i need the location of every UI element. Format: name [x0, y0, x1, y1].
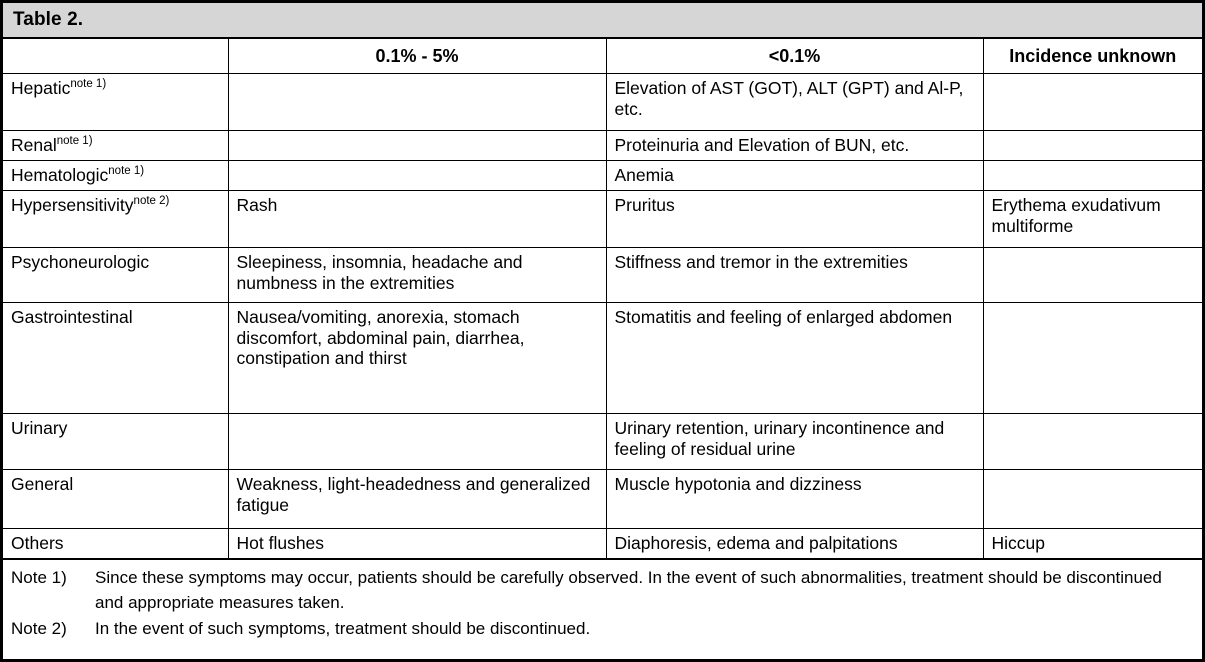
- row-incidence-unknown-cell: [983, 74, 1202, 131]
- row-category-cell: [3, 303, 228, 414]
- table-notes-row: [3, 559, 1202, 646]
- row-frequency-mid-cell: Rash: [228, 191, 606, 248]
- table-header-row: [3, 38, 1202, 74]
- note-text-1: Since these symptoms may occur, patients should be carefully observed. In the event of such abnormalities, treatment should be discontinued and appropriate measures taken.: [95, 567, 1162, 613]
- table-row: [3, 470, 1202, 529]
- row-frequency-mid-cell: [228, 414, 606, 470]
- row-frequency-mid-cell: Weakness, light-headedness and generalized fatigue: [228, 470, 606, 529]
- table-row: [3, 161, 1202, 191]
- row-frequency-low-cell: Diaphoresis, edema and palpitations: [606, 529, 983, 559]
- row-category-label: Others: [11, 533, 64, 553]
- note-line-2: [11, 616, 1194, 642]
- table-row: [3, 191, 1202, 248]
- row-frequency-mid-cell: Hot flushes: [228, 529, 606, 559]
- row-category-note: note 1): [70, 78, 107, 91]
- row-frequency-low-cell: Pruritus: [606, 191, 983, 248]
- row-frequency-mid-cell: Sleepiness, insomnia, headache and numbness in the extremities: [228, 248, 606, 303]
- table-row: [3, 74, 1202, 131]
- row-category-cell: [3, 74, 228, 131]
- row-frequency-low-cell: Muscle hypotonia and dizziness: [606, 470, 983, 529]
- row-category-note: note 1): [108, 165, 145, 178]
- table-row: [3, 414, 1202, 470]
- row-category-cell: [3, 161, 228, 191]
- row-category-label: General: [11, 474, 74, 494]
- row-category-label: Hypersensitivity: [11, 195, 134, 215]
- row-incidence-unknown-cell: [983, 131, 1202, 161]
- row-category-label: Gastrointestinal: [11, 307, 133, 327]
- row-category-note: note 1): [56, 135, 93, 148]
- row-frequency-low-cell: Stiffness and tremor in the extremities: [606, 248, 983, 303]
- column-header-frequency-mid: 0.1% - 5%: [228, 38, 606, 74]
- row-frequency-low-cell: Urinary retention, urinary incontinence and feeling of residual urine: [606, 414, 983, 470]
- row-category-cell: [3, 529, 228, 559]
- row-category-label: Urinary: [11, 418, 68, 438]
- row-category-label: Renal: [11, 135, 57, 155]
- table-notes: [3, 559, 1202, 646]
- row-incidence-unknown-cell: [983, 470, 1202, 529]
- note-line-1: [11, 565, 1194, 616]
- table-title: Table 2.: [3, 3, 1202, 38]
- table-title-row: [3, 3, 1202, 38]
- row-frequency-low-cell: Anemia: [606, 161, 983, 191]
- note-text-2: In the event of such symptoms, treatment should be discontinued.: [95, 618, 591, 638]
- row-category-cell: [3, 131, 228, 161]
- row-category-note: note 2): [133, 195, 170, 208]
- row-frequency-mid-cell: Nausea/vomiting, anorexia, stomach discomfort, abdominal pain, diarrhea, constipation and thirst: [228, 303, 606, 414]
- column-header-frequency-low: <0.1%: [606, 38, 983, 74]
- row-category-cell: [3, 414, 228, 470]
- row-frequency-mid-cell: [228, 74, 606, 131]
- row-incidence-unknown-cell: Hiccup: [983, 529, 1202, 559]
- row-frequency-low-cell: Stomatitis and feeling of enlarged abdomen: [606, 303, 983, 414]
- row-incidence-unknown-cell: [983, 414, 1202, 470]
- row-incidence-unknown-cell: Erythema exudativum multiforme: [983, 191, 1202, 248]
- row-category-cell: [3, 470, 228, 529]
- column-header-incidence-unknown: Incidence unknown: [983, 38, 1202, 74]
- row-category-label: Hepatic: [11, 78, 71, 98]
- row-frequency-mid-cell: [228, 131, 606, 161]
- row-category-label: Psychoneurologic: [11, 252, 150, 272]
- column-header-category: [3, 38, 228, 74]
- row-category-cell: [3, 191, 228, 248]
- table-row: [3, 529, 1202, 559]
- row-frequency-low-cell: Proteinuria and Elevation of BUN, etc.: [606, 131, 983, 161]
- note-label-1: Note 1): [11, 567, 67, 587]
- row-frequency-low-cell: Elevation of AST (GOT), ALT (GPT) and Al-P, etc.: [606, 74, 983, 131]
- row-category-cell: [3, 248, 228, 303]
- table-row: [3, 248, 1202, 303]
- adverse-reactions-table: [3, 3, 1202, 645]
- row-frequency-mid-cell: [228, 161, 606, 191]
- table-row: [3, 303, 1202, 414]
- note-label-2: Note 2): [11, 618, 67, 638]
- table-row: [3, 131, 1202, 161]
- row-category-label: Hematologic: [11, 165, 109, 185]
- row-incidence-unknown-cell: [983, 303, 1202, 414]
- row-incidence-unknown-cell: [983, 161, 1202, 191]
- row-incidence-unknown-cell: [983, 248, 1202, 303]
